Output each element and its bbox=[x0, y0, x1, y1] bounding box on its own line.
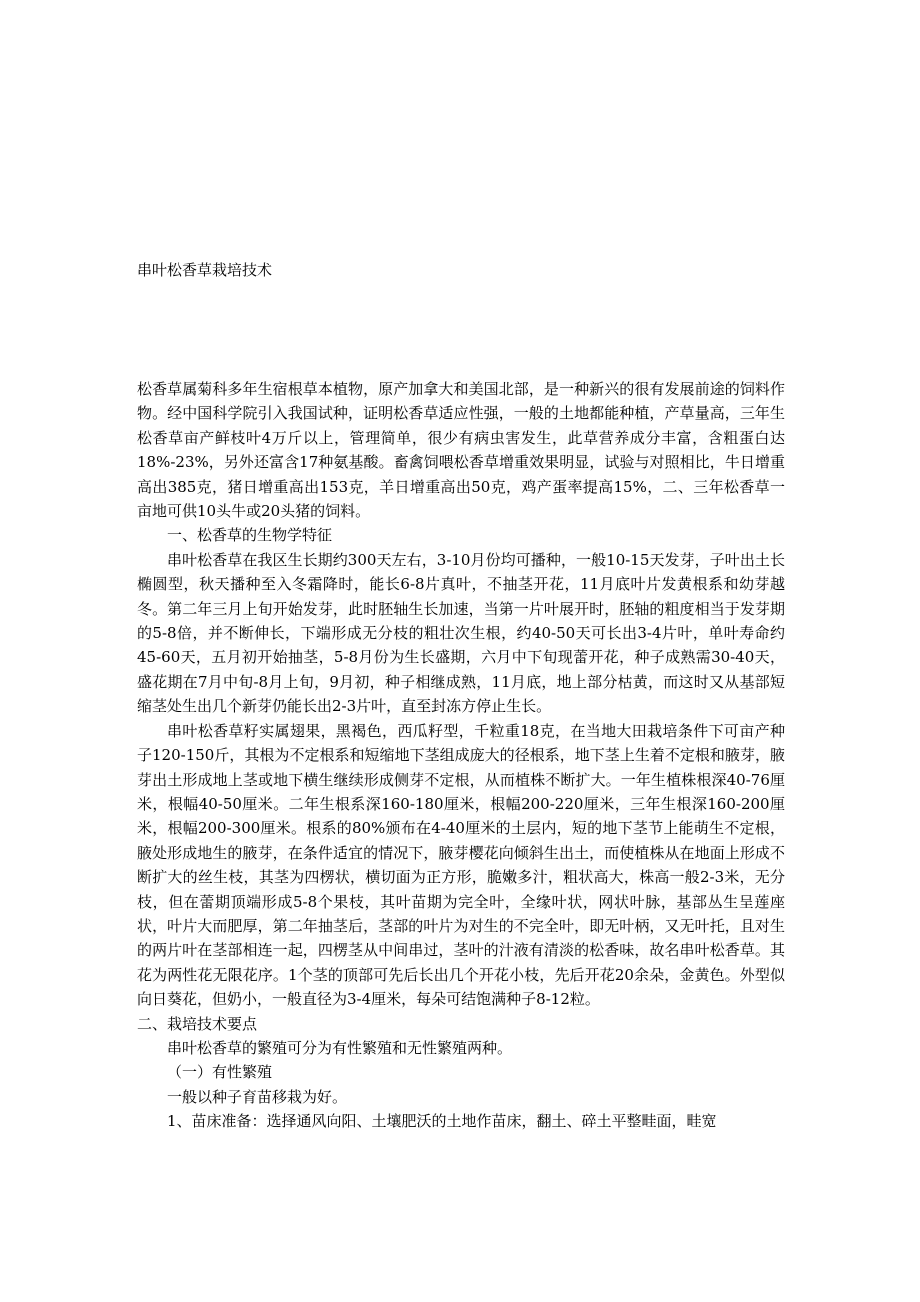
intro-paragraph: 松香草属菊科多年生宿根草本植物，原产加拿大和美国北部，是一种新兴的很有发展前途的饲料作物。经中国科学院引入我国试种，证明松香草适应性强，一般的土地都能种植，产草量高，三年生松香草亩产鲜枝叶4万斤以上，管理简单，很少有病虫害发生，此草营养成分丰富，含粗蛋白达18%-23%，另外还富含17种氨基酸。畜禽饲喂松香草增重效果明显，试验与对照相比，牛日增重高出385克，猪日增重高出153克，羊日增重高出50克，鸡产蛋率提高15%，二、三年松香草一亩地可供10头牛或20头猪的饲料。 bbox=[137, 380, 785, 521]
paragraph-seedling: 一般以种子育苗移栽为好。 bbox=[167, 1087, 348, 1106]
subheading-sexual-propagation: （一）有性繁殖 bbox=[167, 1063, 273, 1082]
paragraph-growth-cycle: 串叶松香草在我区生长期约300天左右，3-10月份均可播种，一般10-15天发芽，子叶出土长椭圆型，秋天播种至入冬霜降时，能长6-8片真叶，不抽茎开花，11月底叶片发黄根系和幼芽越冬。第二年三月上旬开始发芽，此时胚轴生长加速，当第一片叶展开时，胚轴的粗度相当于发芽期的5-8倍，并不断伸长，下端形成无分枝的粗壮次生根，约40-50天可长出3-4片叶，单叶寿命约45-60天，五月初开始抽茎，5-8月份为生长盛期，六月中下旬现蕾开花，种子成熟需30-40天，盛花期在7月中旬-8月上旬，9月初，种子相继成熟，11月底，地上部分枯黄，而这时又从基部短缩茎处生出几个新芽仍能长出2-3片叶，直至封冻方停止生长。 bbox=[137, 550, 785, 716]
document-title: 串叶松香草栽培技术 bbox=[137, 261, 273, 279]
section-heading-cultivation: 二、栽培技术要点 bbox=[137, 1014, 258, 1033]
section-heading-biology: 一、松香草的生物学特征 bbox=[167, 526, 333, 545]
paragraph-propagation: 串叶松香草的繁殖可分为有性繁殖和无性繁殖两种。 bbox=[167, 1038, 513, 1057]
document-body bbox=[137, 377, 785, 1134]
paragraph-morphology: 串叶松香草籽实属翅果，黑褐色，西瓜籽型，千粒重18克，在当地大田栽培条件下可亩产种子120-150斤，其根为不定根系和短缩地下茎组成庞大的径根系，地下茎上生着不定根和腋芽，腋芽出土形成地上茎或地下横生继续形成侧芽不定根，从而植株不断扩大。一年生植株根深40-76厘米，根幅40-50厘米。二年生根系深160-180厘米，根幅200-220厘米，三年生根深160-200厘米，根幅200-300厘米。根系的80%颁布在4-40厘米的土层内，短的地下茎节上能萌生不定根，腋处形成地生的腋芽，在条件适宜的情况下，腋芽樱花向倾斜生出土，而使植株从在地面上形成不断扩大的丝生枝，其茎为四楞状，横切面为正方形，脆嫩多汁，粗状高大，株高一般2-3米，无分枝，但在蕾期顶端形成5-8个果枝，其叶苗期为完全叶，全缘叶状，网状叶脉，基部丛生呈莲座状，叶片大而肥厚，第二年抽茎后，茎部的叶片为对生的不完全叶，即无叶柄，又无叶托，且对生的两片叶在茎部相连一起，四楞茎从中间串过，茎叶的汁液有清淡的松香味，故名串叶松香草。其花为两性花无限花序。1个茎的顶部可先后长出几个开花小枝，先后开花20余朵，金黄色。外型似向日葵花，但奶小，一般直径为3-4厘米，每朵可结饱满种子8-12粒。 bbox=[137, 721, 785, 1009]
paragraph-seedbed: 1、苗床准备：选择通风向阳、土壤肥沃的土地作苗床，翻土、碎土平整畦面，畦宽 bbox=[167, 1112, 717, 1131]
